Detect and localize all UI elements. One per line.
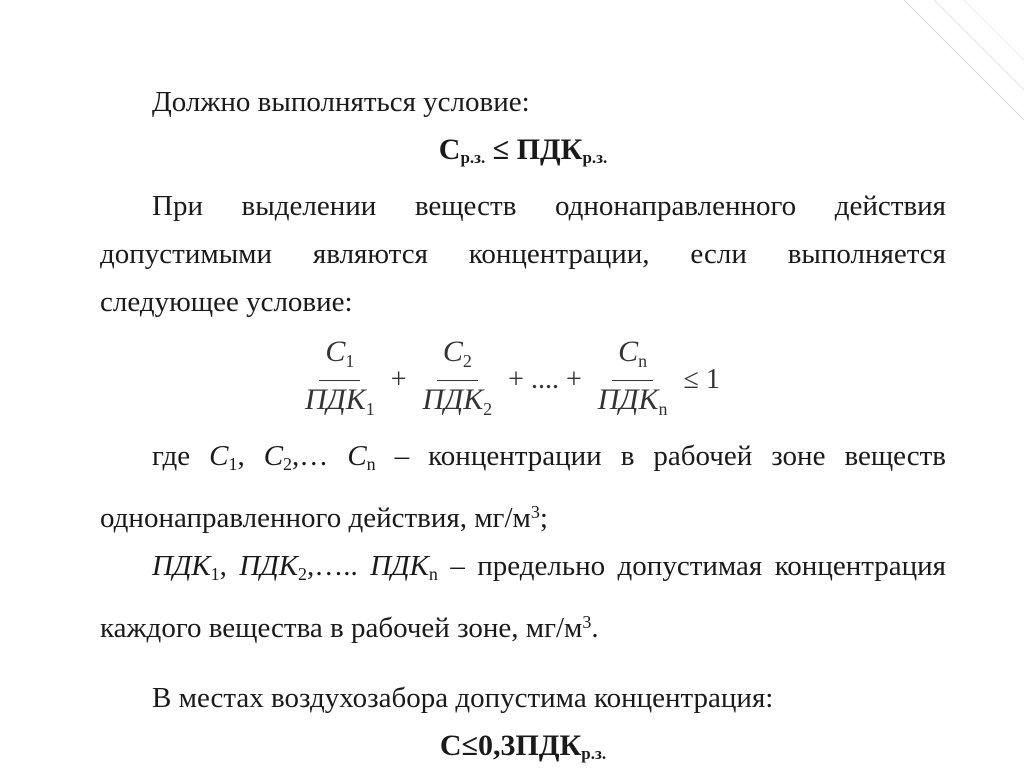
pdk-definition: $ПДК_1$, $ПДК_2,\dots$.. $ПДК_n$ – предельно допустимая концентрация каждого вещества в рабочей зоне, $мг/м^3$.	[100, 550, 947, 644]
fraction-2: $\frac{C_2}{ПДК_2}$	[422, 334, 493, 419]
summation-formula	[100, 332, 946, 428]
formula-limit: $С_{р.з.} \le ПДК_{р.з.}$	[438, 133, 608, 167]
ellipsis-operator: + .... +	[508, 364, 582, 395]
where-definition: где $С_1$, $С_2,\dots$ $С_n$ – концентрации в рабочей зоне веществ однонаправленного действия, $мг/м^3$;	[100, 440, 947, 534]
air-intake-condition: В местах воздухозабора допустима концентрация:	[152, 682, 774, 714]
slide-content	[100, 78, 946, 778]
condition-intro: Должно выполняться условие:	[152, 86, 530, 118]
le-one: ≤ 1	[683, 364, 720, 395]
plus-operator: +	[390, 364, 407, 395]
fraction-n: $\frac{C_n}{ПДК_n}$	[597, 334, 668, 419]
spacer	[100, 652, 946, 674]
fraction-1: $\frac{C_1}{ПДК_1}$	[305, 334, 375, 419]
unidirectional-paragraph: При выделении веществ однонаправленного действия допустимыми являются концентрации, если выполняется следующее условие:	[100, 190, 946, 318]
formula-air-intake: $С\le 0,3ПДК_{р.з.}$	[439, 729, 607, 763]
